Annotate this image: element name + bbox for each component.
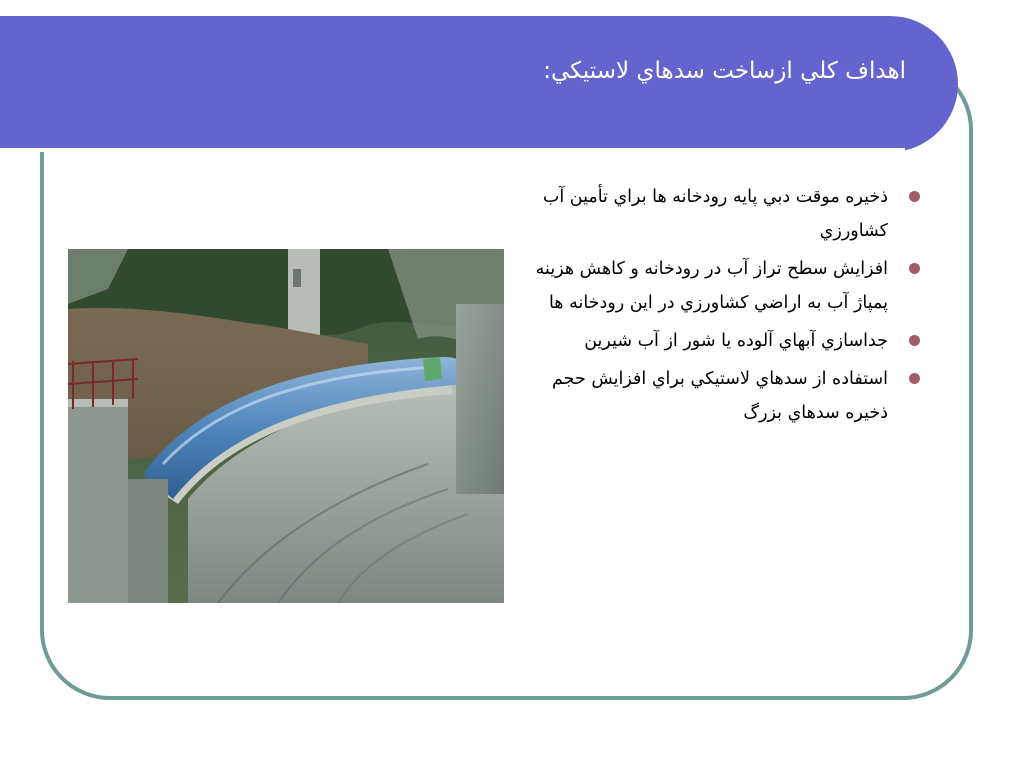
- bullet-text: استفاده از سدهاي لاستيكي براي افزايش حجم ذخيره سدهاي بزرگ: [552, 369, 888, 423]
- bullet-dot-icon: [909, 263, 920, 274]
- bullet-item: [520, 324, 950, 358]
- bullet-list: [520, 180, 950, 434]
- slide-title: اهداف كلي ازساخت سدهاي لاستيكي:: [543, 58, 906, 84]
- bullet-dot-icon: [909, 335, 920, 346]
- bullet-text: ذخيره موقت دبي پايه رودخانه ها براي تأمين آب كشاورزي: [542, 187, 888, 241]
- bullet-text: جداسازي آبهاي آلوده يا شور از آب شيرين: [584, 331, 888, 351]
- left-pier: [68, 399, 128, 603]
- bullet-dot-icon: [909, 191, 920, 202]
- rubber-dam-photo: [68, 249, 504, 603]
- bullet-text: افزايش سطح تراز آب در رودخانه و كاهش هزينه پمپاژ آب به اراضي كشاورزي در اين رودخانه ها: [535, 259, 888, 313]
- title-banner: [0, 16, 958, 152]
- bullet-item: [520, 252, 950, 320]
- bullet-item: [520, 180, 950, 248]
- banner-divider: [0, 148, 905, 152]
- bullet-item: [520, 362, 950, 430]
- control-house: [288, 249, 320, 344]
- bullet-dot-icon: [909, 373, 920, 384]
- right-wall: [456, 304, 504, 494]
